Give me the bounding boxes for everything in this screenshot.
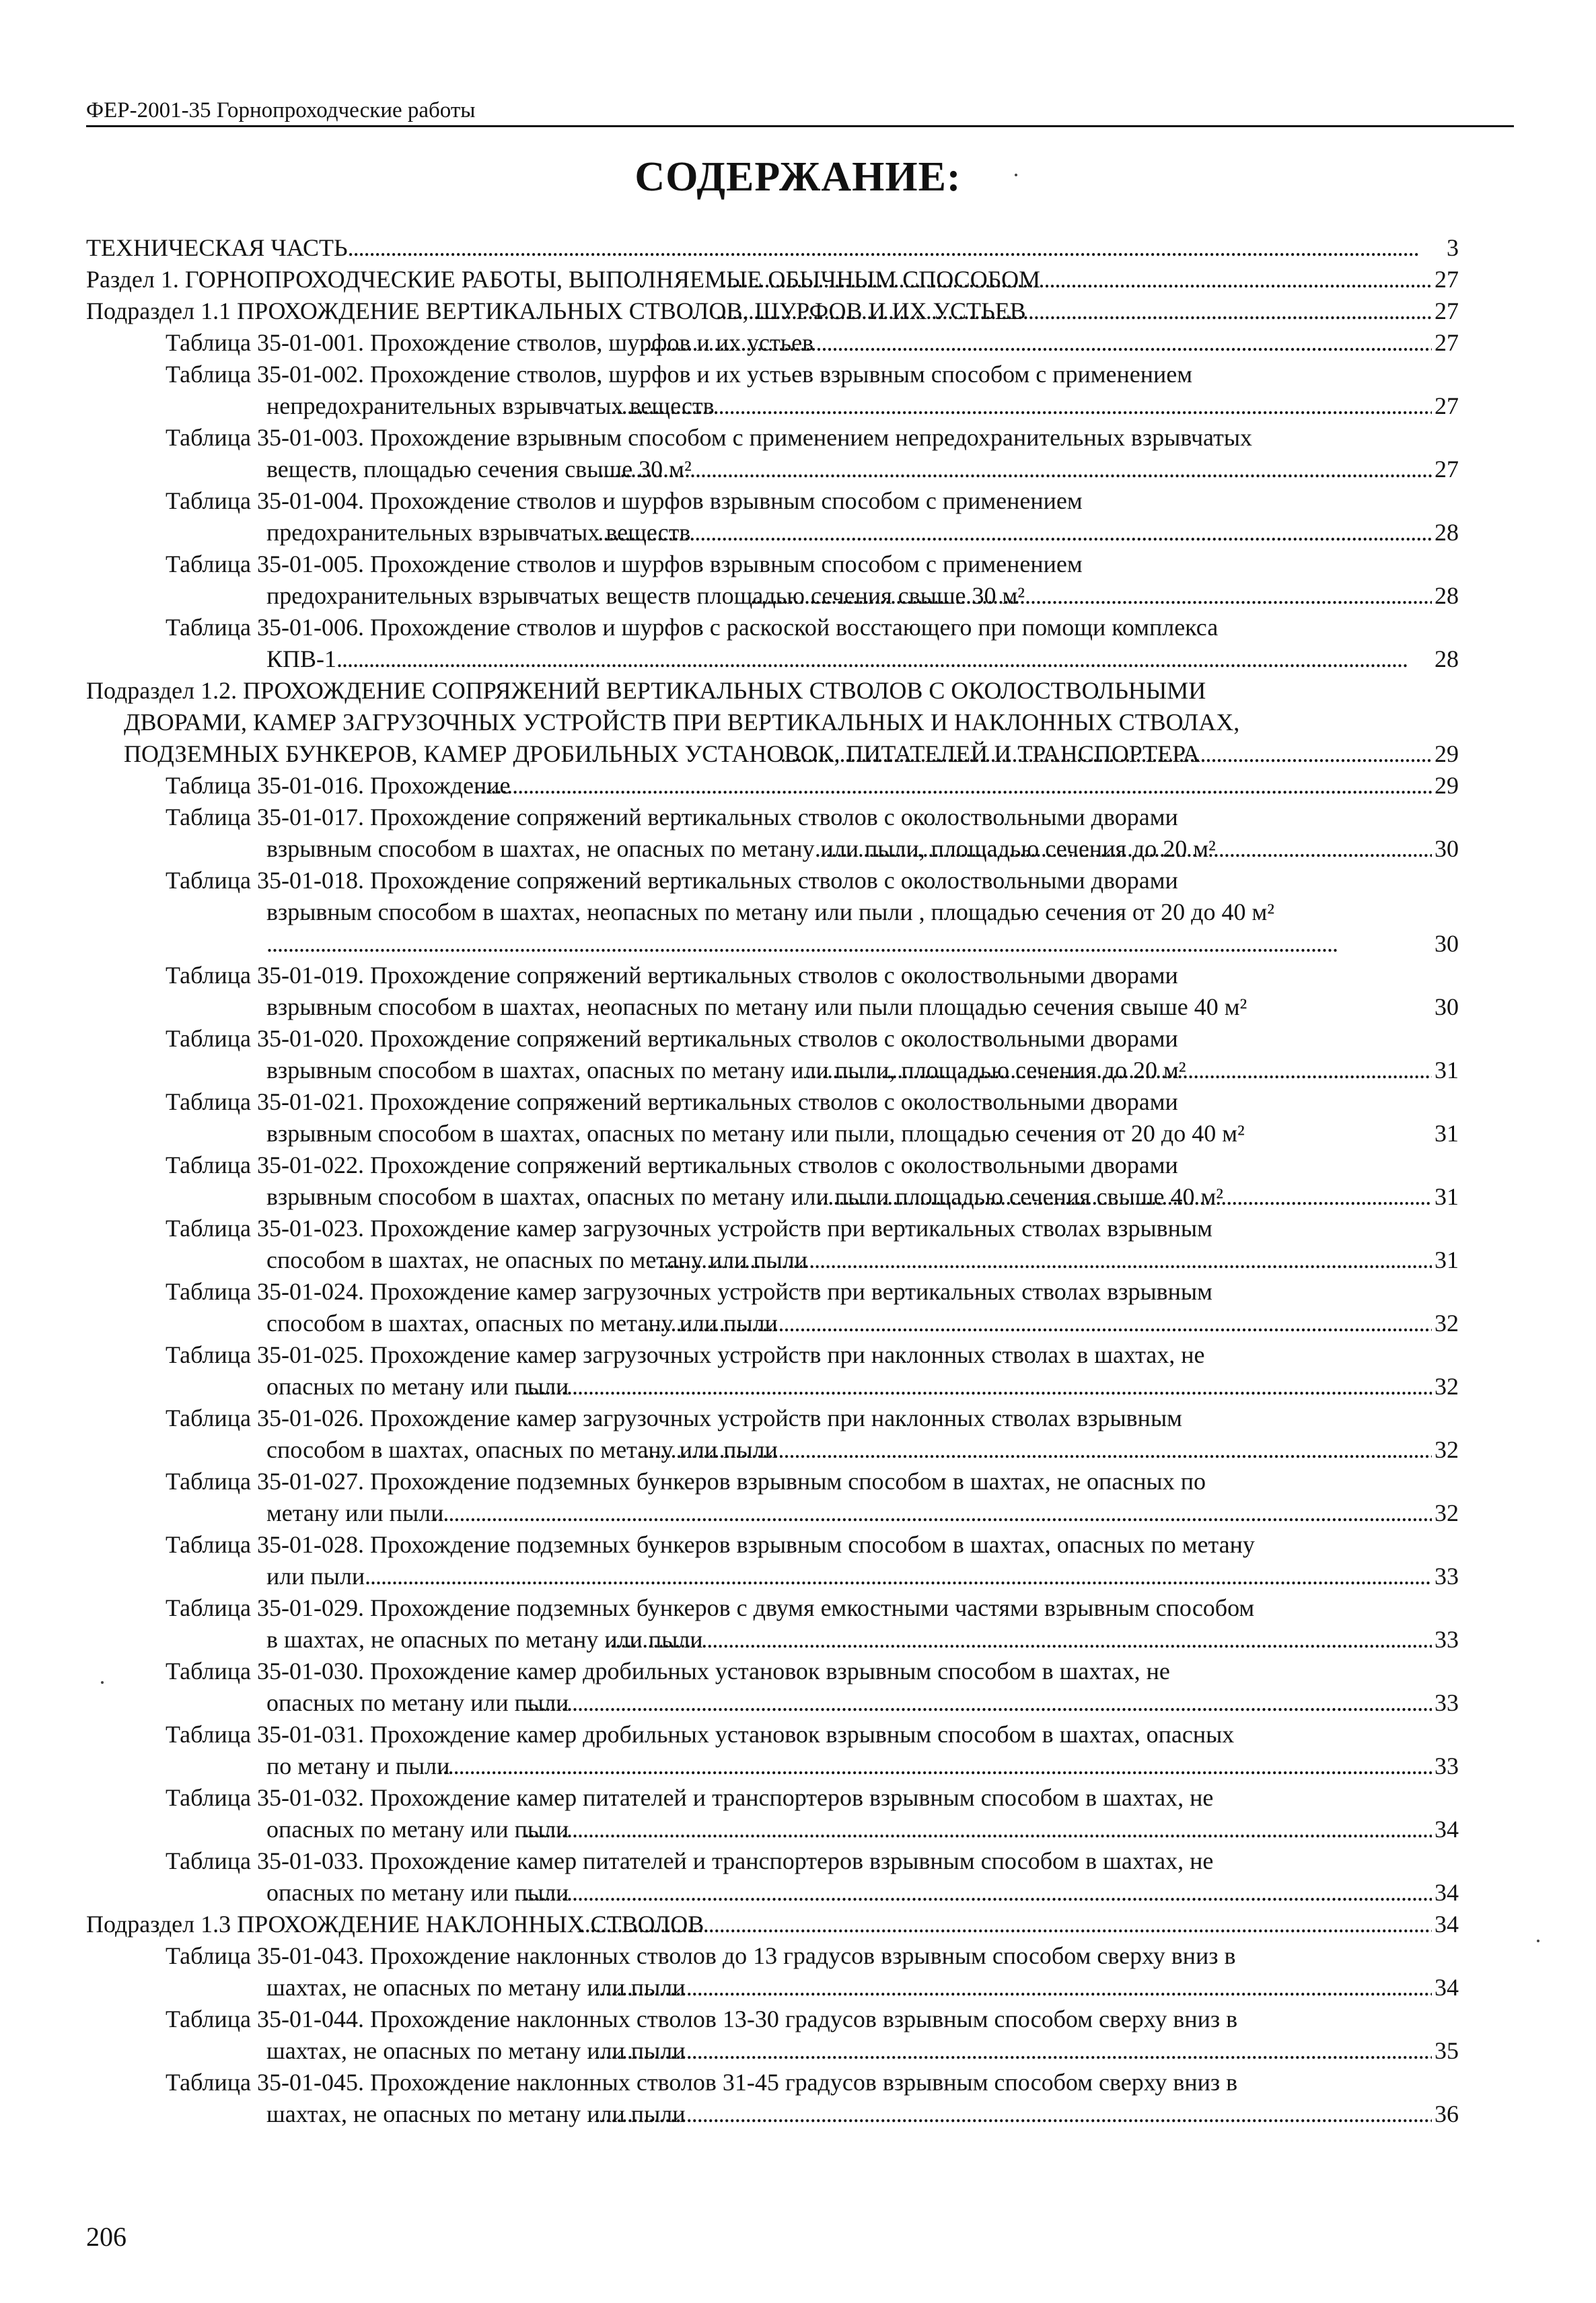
toc-item-title: шахтах, не опасных по метану или пыли — [266, 2037, 686, 2064]
toc-item[interactable] — [86, 1940, 1459, 2004]
toc-item-title: Таблица 35-01-016. Прохождение — [166, 772, 511, 799]
toc-item[interactable] — [86, 422, 1459, 485]
toc-item-title: предохранительных взрывчатых веществ — [266, 519, 691, 546]
leader-dots — [781, 738, 1432, 770]
toc-item-row — [166, 1814, 1459, 1845]
toc-item-page: 32 — [1435, 1436, 1459, 1463]
toc-item-page: 29 — [1435, 772, 1459, 799]
toc-item-page: 33 — [1435, 1689, 1459, 1716]
leader-dots — [597, 517, 1432, 548]
toc-item-page: 33 — [1435, 1563, 1459, 1590]
toc-item[interactable] — [86, 359, 1459, 422]
toc-item-line: Таблица 35-01-018. Прохождение сопряжений вертикальных стволов с околоствольными дворами — [166, 867, 1178, 894]
toc-item[interactable] — [86, 865, 1459, 960]
toc-item-page: 31 — [1435, 1246, 1459, 1273]
toc-item-line: Таблица 35-01-020. Прохождение сопряжений вертикальных стволов с околоствольными дворами — [166, 1025, 1178, 1052]
toc-item[interactable] — [86, 264, 1459, 295]
leader-dots — [348, 232, 1444, 264]
toc-item[interactable] — [86, 2004, 1459, 2067]
toc-item-page: 34 — [1435, 1911, 1459, 1938]
toc-item[interactable] — [86, 802, 1459, 865]
toc-item-row — [166, 928, 1459, 960]
toc-item-row — [166, 1118, 1459, 1149]
leader-dots — [815, 833, 1432, 865]
toc-item-title: КПВ-1 — [266, 645, 337, 672]
toc-item[interactable] — [86, 295, 1459, 327]
toc-item-line: Таблица 35-01-045. Прохождение наклонных стволов 31-45 градусов взрывным способом сверху вниз в — [166, 2069, 1238, 2096]
toc-item-row — [166, 1877, 1459, 1909]
toc-item[interactable] — [86, 1782, 1459, 1845]
toc-item-row — [166, 2035, 1459, 2067]
toc-item-title: Подраздел 1.1 ПРОХОЖДЕНИЕ ВЕРТИКАЛЬНЫХ СТВОЛОВ, ШУРФОВ И ИХ УСТЬЕВ — [86, 297, 1026, 324]
toc-item-line: Таблица 35-01-003. Прохождение взрывным способом с применением непредохранительных взрывчатых — [166, 424, 1253, 451]
toc-item-row — [166, 327, 1459, 359]
toc-item-row — [166, 454, 1459, 485]
toc-item-row — [166, 1624, 1459, 1656]
toc-item-row — [166, 2098, 1459, 2130]
toc-item-line: Таблица 35-01-024. Прохождение камер загрузочных устройств при вертикальных стволах взрывным — [166, 1278, 1212, 1305]
toc-item-row — [166, 1055, 1459, 1086]
toc-item-page: 3 — [1447, 234, 1459, 261]
scan-speck — [1015, 174, 1017, 176]
toc-item-line: Таблица 35-01-005. Прохождение стволов и шурфов взрывным способом с применением — [166, 551, 1083, 577]
toc-item-row — [166, 517, 1459, 548]
toc-item-title: взрывным способом в шахтах, опасных по метану или пыли, площадью сечения от 20 до 40 м² — [266, 1120, 1245, 1147]
leader-dots — [611, 390, 1432, 422]
toc-item-line: Таблица 35-01-030. Прохождение камер дробильных установок взрывным способом в шахтах, не — [166, 1658, 1170, 1685]
toc-item-page: 28 — [1435, 645, 1459, 672]
toc-item-page: 30 — [1435, 993, 1459, 1020]
header-text: ФЕР-2001-35 Горнопроходческие работы — [86, 98, 476, 122]
toc-item-title: по метану и пыли — [266, 1752, 450, 1779]
toc-item-title: взрывным способом в шахтах, не опасных по метану или пыли, площадью сечения до 20 м² — [266, 835, 1216, 862]
toc-item[interactable] — [86, 960, 1459, 1023]
toc-item-row — [86, 295, 1459, 327]
toc-item-line: Таблица 35-01-017. Прохождение сопряжений вертикальных стволов с околоствольными дворами — [166, 804, 1178, 830]
toc-item-row — [166, 991, 1459, 1023]
toc-item[interactable] — [86, 485, 1459, 548]
toc-item-page: 33 — [1435, 1626, 1459, 1653]
toc-item-line: Таблица 35-01-025. Прохождение камер загрузочных устройств при наклонных стволах в шахтах, не — [166, 1341, 1205, 1368]
leader-dots — [432, 1497, 1432, 1529]
leader-dots — [817, 1181, 1432, 1213]
toc-item-row — [86, 1909, 1459, 1940]
toc-item-title: способом в шахтах, не опасных по метану или пыли — [266, 1246, 808, 1273]
toc-item-page: 27 — [1435, 392, 1459, 419]
toc-item-line: Таблица 35-01-026. Прохождение камер загрузочных устройств при наклонных стволах взрывным — [166, 1405, 1182, 1431]
toc-item-page: 33 — [1435, 1752, 1459, 1779]
toc-item-title: ТЕХНИЧЕСКАЯ ЧАСТЬ — [86, 234, 348, 261]
toc-item-row — [166, 580, 1459, 612]
toc-item-page: 30 — [1435, 930, 1459, 957]
leader-dots — [658, 1244, 1432, 1276]
toc-item-page: 29 — [1435, 740, 1459, 767]
toc-item-row — [86, 232, 1459, 264]
table-of-contents — [86, 232, 1459, 2130]
toc-item-line: Таблица 35-01-019. Прохождение сопряжений вертикальных стволов с околоствольными дворами — [166, 962, 1178, 989]
toc-item-page: 27 — [1435, 456, 1459, 483]
toc-item[interactable] — [86, 1719, 1459, 1782]
page-title: СОДЕРЖАНИЕ: — [634, 154, 962, 200]
toc-item[interactable] — [86, 1656, 1459, 1719]
toc-item[interactable] — [86, 327, 1459, 359]
toc-item-page: 27 — [1435, 297, 1459, 324]
toc-item-page: 31 — [1435, 1120, 1459, 1147]
toc-item-row — [166, 1561, 1459, 1592]
toc-item-row — [166, 833, 1459, 865]
toc-item-title: Раздел 1. ГОРНОПРОХОДЧЕСКИЕ РАБОТЫ, ВЫПОЛНЯЕМЫЕ ОБЫЧНЫМ СПОСОБОМ — [86, 266, 1041, 293]
toc-item[interactable] — [86, 1592, 1459, 1656]
toc-item-title: опасных по метану или пыли — [266, 1816, 569, 1843]
toc-item[interactable] — [86, 1339, 1459, 1403]
toc-item-line: Таблица 35-01-029. Прохождение подземных бункеров с двумя емкостными частями взрывным способом — [166, 1594, 1255, 1621]
scan-speck — [101, 1681, 104, 1684]
toc-item-row — [166, 643, 1459, 675]
leader-dots — [644, 1434, 1432, 1466]
toc-item[interactable] — [86, 548, 1459, 612]
toc-item[interactable] — [86, 1276, 1459, 1339]
toc-item-row — [166, 770, 1459, 802]
leader-dots — [805, 1055, 1432, 1086]
leader-dots — [716, 295, 1432, 327]
leader-dots — [523, 1371, 1432, 1403]
toc-item-line: Таблица 35-01-033. Прохождение камер питателей и транспортеров взрывным способом в шахтах, не — [166, 1847, 1214, 1874]
toc-item-title: предохранительных взрывчатых веществ площадью сечения свыше 30 м² — [266, 582, 1025, 609]
toc-item-row — [86, 264, 1459, 295]
toc-item-page: 32 — [1435, 1499, 1459, 1526]
toc-item-page: 28 — [1435, 582, 1459, 609]
toc-item-page: 31 — [1435, 1057, 1459, 1084]
leader-dots — [595, 2098, 1432, 2130]
toc-item-row — [166, 1308, 1459, 1339]
toc-item-row — [166, 1687, 1459, 1719]
toc-item-title: взрывным способом в шахтах, неопасных по метану или пыли площадью сечения свыше 40 м² — [266, 993, 1247, 1020]
toc-item-line: Таблица 35-01-004. Прохождение стволов и шурфов взрывным способом с применением — [166, 487, 1083, 514]
leader-dots — [750, 580, 1432, 612]
toc-item-page: 34 — [1435, 1879, 1459, 1906]
toc-item-title: взрывным способом в шахтах, опасных по метану или пыли, площадью сечения до 20 м² — [266, 1057, 1186, 1084]
leader-dots — [523, 1877, 1432, 1909]
toc-item-row — [166, 1181, 1459, 1213]
toc-item-title: Подраздел 1.3 ПРОХОЖДЕНИЕ НАКЛОННЫХ СТВОЛОВ — [86, 1911, 704, 1938]
toc-item-row — [86, 738, 1459, 770]
toc-item-line: Таблица 35-01-023. Прохождение камер загрузочных устройств при вертикальных стволах взрывным — [166, 1215, 1212, 1242]
toc-item-row — [166, 1972, 1459, 2004]
toc-item-title: опасных по метану или пыли — [266, 1373, 569, 1400]
scan-speck — [1537, 1940, 1539, 1942]
toc-item-line: Таблица 35-01-021. Прохождение сопряжений вертикальных стволов с околоствольными дворами — [166, 1088, 1178, 1115]
leader-dots — [721, 264, 1432, 295]
toc-item-line: Таблица 35-01-031. Прохождение камер дробильных установок взрывным способом в шахтах, опасных — [166, 1721, 1235, 1748]
toc-item-line: Таблица 35-01-043. Прохождение наклонных стволов до 13 градусов взрывным способом сверху вниз в — [166, 1942, 1236, 1969]
toc-item-page: 32 — [1435, 1310, 1459, 1337]
toc-item[interactable] — [86, 1909, 1459, 1940]
toc-item[interactable] — [86, 675, 1459, 770]
leader-dots — [644, 327, 1432, 359]
toc-item-title: способом в шахтах, опасных по метану или пыли — [266, 1310, 778, 1337]
toc-item-title: непредохранительных взрывчатых веществ — [266, 392, 715, 419]
toc-item[interactable] — [86, 2067, 1459, 2130]
toc-item-page: 36 — [1435, 2100, 1459, 2127]
leader-dots — [579, 1909, 1432, 1940]
leader-dots — [474, 770, 1432, 802]
toc-item-line: Таблица 35-01-028. Прохождение подземных бункеров взрывным способом в шахтах, опасных по метану — [166, 1531, 1255, 1558]
toc-item[interactable] — [86, 1845, 1459, 1909]
toc-item-page: 27 — [1435, 266, 1459, 293]
toc-item-title: опасных по метану или пыли — [266, 1689, 569, 1716]
toc-item-title: веществ, площадью сечения свыше 30 м² — [266, 456, 692, 483]
leader-dots — [336, 643, 1432, 675]
toc-item[interactable] — [86, 1529, 1459, 1592]
toc-item-line: Таблица 35-01-022. Прохождение сопряжений вертикальных стволов с околоствольными дворами — [166, 1152, 1178, 1178]
toc-item-title: ПОДЗЕМНЫХ БУНКЕРОВ, КАМЕР ДРОБИЛЬНЫХ УСТАНОВОК, ПИТАТЕЛЕЙ И ТРАНСПОРТЕРА — [124, 740, 1200, 767]
toc-item-page: 27 — [1435, 329, 1459, 356]
toc-item[interactable] — [86, 1086, 1459, 1149]
toc-item-row — [166, 1371, 1459, 1403]
toc-item-title: взрывным способом в шахтах, опасных по метану или пыли площадью сечения свыше 40 м² — [266, 1183, 1224, 1210]
toc-item[interactable] — [86, 1213, 1459, 1276]
toc-item[interactable] — [86, 232, 1459, 264]
page-number: 206 — [86, 2222, 126, 2252]
toc-item[interactable] — [86, 1149, 1459, 1213]
leader-dots — [365, 1561, 1432, 1592]
leader-dots — [437, 1750, 1432, 1782]
toc-item-row — [166, 1497, 1459, 1529]
toc-item-row — [166, 1244, 1459, 1276]
toc-item-row — [166, 1750, 1459, 1782]
toc-item-line: взрывным способом в шахтах, неопасных по метану или пыли , площадью сечения от 20 до 40 м² — [266, 898, 1275, 925]
toc-item-line: Подраздел 1.2. ПРОХОЖДЕНИЕ СОПРЯЖЕНИЙ ВЕРТИКАЛЬНЫХ СТВОЛОВ С ОКОЛОСТВОЛЬНЫМИ — [86, 677, 1206, 704]
toc-item-row — [166, 1434, 1459, 1466]
toc-item-line: Таблица 35-01-002. Прохождение стволов, шурфов и их устьев взрывным способом с применением — [166, 361, 1193, 388]
leader-dots — [523, 1687, 1432, 1719]
toc-item-line: Таблица 35-01-006. Прохождение стволов и шурфов с раскоской восстающего при помощи комплекса — [166, 614, 1219, 641]
toc-item-title: опасных по метану или пыли — [266, 1879, 569, 1906]
toc-item[interactable] — [86, 1403, 1459, 1466]
toc-item-page: 34 — [1435, 1974, 1459, 2001]
leader-dots — [266, 928, 1432, 960]
toc-item-page: 28 — [1435, 519, 1459, 546]
toc-item-title: или пыли — [266, 1563, 365, 1590]
leader-dots — [595, 1972, 1432, 2004]
toc-item-line: Таблица 35-01-044. Прохождение наклонных стволов 13-30 градусов взрывным способом сверху вниз в — [166, 2006, 1238, 2032]
toc-item-page: 30 — [1435, 835, 1459, 862]
toc-item-title: шахтах, не опасных по метану или пыли — [266, 2100, 686, 2127]
leader-dots — [523, 1814, 1432, 1845]
leader-dots — [595, 2035, 1432, 2067]
toc-item[interactable] — [86, 612, 1459, 675]
running-header — [86, 97, 1514, 127]
toc-item-line: Таблица 35-01-027. Прохождение подземных бункеров взрывным способом в шахтах, не опасных по — [166, 1468, 1206, 1495]
toc-item-page: 35 — [1435, 2037, 1459, 2064]
toc-item-page: 34 — [1435, 1816, 1459, 1843]
toc-item[interactable] — [86, 1023, 1459, 1086]
toc-item-line: Таблица 35-01-032. Прохождение камер питателей и транспортеров взрывным способом в шахтах, не — [166, 1784, 1214, 1811]
leader-dots — [598, 454, 1432, 485]
toc-item[interactable] — [86, 1466, 1459, 1529]
toc-item[interactable] — [86, 770, 1459, 802]
toc-item-title: способом в шахтах, опасных по метану или пыли — [266, 1436, 778, 1463]
toc-item-page: 31 — [1435, 1183, 1459, 1210]
toc-item-page: 32 — [1435, 1373, 1459, 1400]
leader-dots — [604, 1624, 1432, 1656]
toc-item-title: Таблица 35-01-001. Прохождение стволов, шурфов и их устьев — [166, 329, 814, 356]
toc-item-title: метану или пыли — [266, 1499, 444, 1526]
leader-dots — [644, 1308, 1432, 1339]
toc-item-row — [166, 390, 1459, 422]
toc-item-title: в шахтах, не опасных по метану или пыли — [266, 1626, 703, 1653]
toc-item-title: шахтах, не опасных по метану или пыли — [266, 1974, 686, 2001]
toc-item-line: ДВОРАМИ, КАМЕР ЗАГРУЗОЧНЫХ УСТРОЙСТВ ПРИ ВЕРТИКАЛЬНЫХ И НАКЛОННЫХ СТВОЛАХ, — [124, 709, 1240, 736]
